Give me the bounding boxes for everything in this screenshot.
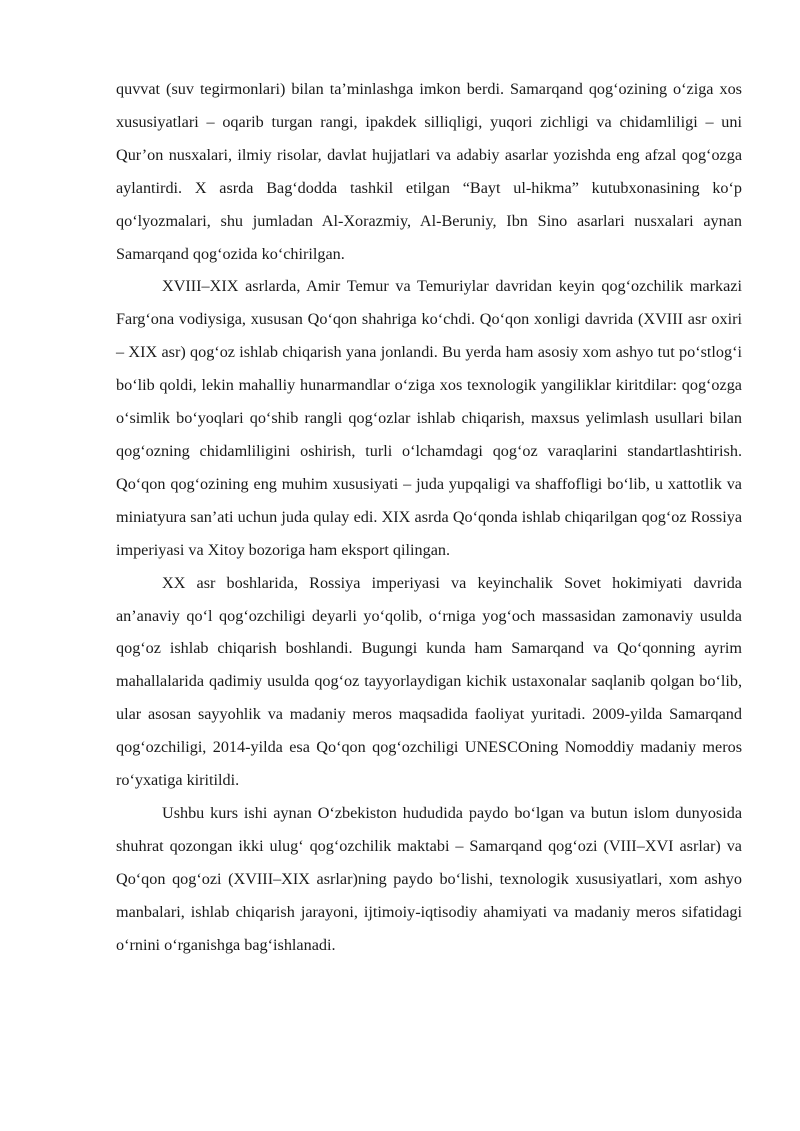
document-page bbox=[116, 73, 742, 961]
paragraph-1: quvvat (suv tegirmonlari) bilan ta’minlashga imkon berdi. Samarqand qog‘ozining o‘ziga xos xususiyatlari – oqarib turgan rangi, ipakdek silliqligi, yuqori zichligi va chidamliligi – uni Qur’on nusxalari, ilmiy risolar, davlat hujjatlari va adabiy asarlar yozishda eng afzal qog‘ozga aylantirdi. X asrda Bag‘dodda tashkil etilgan “Bayt ul-hikma” kutubxonasining ko‘p qo‘lyozmalari, shu jumladan Al-Xorazmiy, Al-Beruniy, Ibn Sino asarlari nusxalari aynan Samarqand qog‘ozida ko‘chirilgan. bbox=[116, 80, 742, 263]
paragraph-3: XX asr boshlarida, Rossiya imperiyasi va keyinchalik Sovet hokimiyati davrida an’anaviy qo‘l qog‘ozchiligi deyarli yo‘qolib, o‘rniga yog‘och massasidan zamonaviy usulda qog‘oz ishlab chiqarish boshlandi. Bugungi kunda ham Samarqand va Qo‘qonning ayrim mahallalarida qadimiy usulda qog‘oz tayyorlaydigan kichik ustaxonalar saqlanib qolgan bo‘lib, ular asosan sayyohlik va madaniy meros maqsadida faoliyat yuritadi. 2009-yilda Samarqand qog‘ozchiligi, 2014-yilda esa Qo‘qon qog‘ozchiligi UNESCOning Nomoddiy madaniy meros ro‘yxatiga kiritildi. bbox=[116, 573, 742, 790]
paragraph-4: Ushbu kurs ishi aynan O‘zbekiston hududida paydo bo‘lgan va butun islom dunyosida shuhrat qozongan ikki ulug‘ qog‘ozchilik maktabi – Samarqand qog‘ozi (VIII–XVI asrlar) va Qo‘qon qog‘ozi (XVIII–XIX asrlar)ning paydo bo‘lishi, texnologik xususiyatlari, xom ashyo manbalari, ishlab chiqarish jarayoni, ijtimoiy-iqtisodiy ahamiyati va madaniy meros sifatidagi o‘rnini o‘rganishga bag‘ishlanadi. bbox=[116, 803, 742, 954]
paragraph-2: XVIII–XIX asrlarda, Amir Temur va Temuriylar davridan keyin qog‘ozchilik markazi Farg‘ona vodiysiga, xususan Qo‘qon shahriga ko‘chdi. Qo‘qon xonligi davrida (XVIII asr oxiri – XIX asr) qog‘oz ishlab chiqarish yana jonlandi. Bu yerda ham asosiy xom ashyo tut po‘stlog‘i bo‘lib qoldi, lekin mahalliy hunarmandlar o‘ziga xos texnologik yangiliklar kiritdilar: qog‘ozga o‘simlik bo‘yoqlari qo‘shib rangli qog‘ozlar ishlab chiqarish, maxsus yelimlash usullari bilan qog‘ozning chidamliligini oshirish, turli o‘lchamdagi qog‘oz varaqlarini standartlashtirish. Qo‘qon qog‘ozining eng muhim xususiyati – juda yupqaligi va shaffofligi bo‘lib, u xattotlik va miniatyura san’ati uchun juda qulay edi. XIX asrda Qo‘qonda ishlab chiqarilgan qog‘oz Rossiya imperiyasi va Xitoy bozoriga ham eksport qilingan. bbox=[116, 277, 742, 559]
